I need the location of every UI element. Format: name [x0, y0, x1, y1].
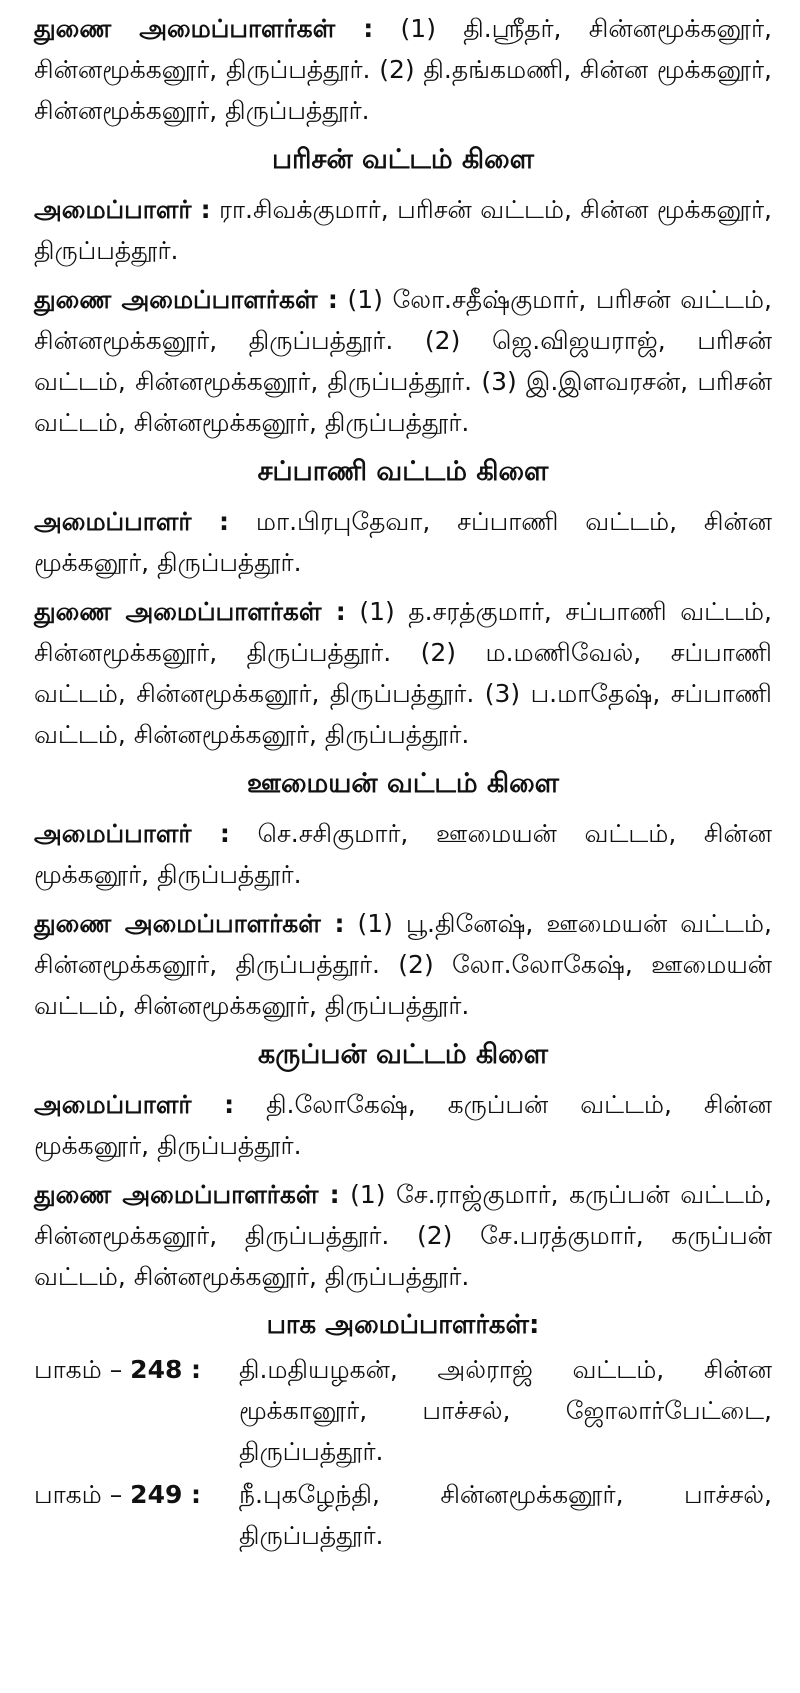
organizer-label: அமைப்பாளர் :	[34, 1090, 235, 1119]
booth-organizer-details: நீ.புகழேந்தி, சின்னமூக்கனூர், பாச்சல், திருப்பத்தூர்.	[239, 1480, 772, 1550]
deputies-text: (1) தி.ஸ்ரீதர், சின்னமூக்கனூர், சின்னமூக்கனூர், திருப்பத்தூர். (2) தி.தங்கமணி, சின்ன மூக்கனூர், சின்னமூக்கனூர், திருப்பத்தூர்.	[34, 14, 772, 125]
deputies-text: (1) பூ.தினேஷ், ஊமையன் வட்டம், சின்னமூக்கனூர், திருப்பத்தூர். (2) லோ.லோகேஷ், ஊமையன் வட்டம், சின்னமூக்கனூர், திருப்பத்தூர்.	[34, 909, 772, 1020]
booth-number	[34, 1349, 239, 1472]
deputies-paragraph	[34, 591, 772, 755]
organizer-label: அமைப்பாளர் :	[34, 819, 230, 848]
booth-number	[34, 1474, 239, 1556]
section-heading: பரிசன் வட்டம் கிளை	[271, 144, 535, 175]
organizer-paragraph	[34, 501, 772, 583]
section-heading: சப்பாணி வட்டம் கிளை	[257, 456, 549, 487]
booth-organizer-details: தி.மதியழகன், அல்ராஜ் வட்டம், சின்ன மூக்கானூர், பாச்சல், ஜோலார்பேட்டை, திருப்பத்தூர்.	[239, 1355, 772, 1466]
organizer-text: ரா.சிவக்குமார், பரிசன் வட்டம், சின்ன மூக்கனூர், திருப்பத்தூர்.	[34, 195, 772, 265]
deputies-label: துணை அமைப்பாளர்கள் :	[34, 597, 346, 626]
deputies-text: (1) த.சரத்குமார், சப்பாணி வட்டம், சின்னமூக்கனூர், திருப்பத்தூர். (2) ம.மணிவேல், சப்பாணி வட்டம், சின்னமூக்கனூர், திருப்பத்தூர். (3) ப.மாதேஷ், சப்பாணி வட்டம், சின்னமூக்கனூர், திருப்பத்தூர்.	[34, 597, 772, 749]
deputies-paragraph	[34, 1174, 772, 1297]
section-heading: ஊமையன் வட்டம் கிளை	[247, 768, 559, 799]
organizer-text: மா.பிரபுதேவா, சப்பாணி வட்டம், சின்ன மூக்கனூர், திருப்பத்தூர்.	[34, 507, 772, 577]
booth-organizers-heading: பாக அமைப்பாளர்கள்:	[266, 1310, 540, 1340]
organizer-paragraph	[34, 189, 772, 271]
booth-prefix: பாகம் –	[34, 1355, 131, 1384]
organizer-paragraph	[34, 813, 772, 895]
deputies-label: துணை அமைப்பாளர்கள் :	[34, 909, 345, 938]
intro-deputies-paragraph	[34, 8, 772, 131]
deputies-paragraph	[34, 279, 772, 443]
organizer-text: செ.சசிகுமார், ஊமையன் வட்டம், சின்ன மூக்கனூர், திருப்பத்தூர்.	[34, 819, 772, 889]
deputies-text: (1) சே.ராஜ்குமார், கருப்பன் வட்டம், சின்னமூக்கனூர், திருப்பத்தூர். (2) சே.பரத்குமார், கருப்பன் வட்டம், சின்னமூக்கனூர், திருப்பத்தூர்.	[34, 1180, 772, 1291]
organizer-text: தி.லோகேஷ், கருப்பன் வட்டம், சின்ன மூக்கனூர், திருப்பத்தூர்.	[34, 1090, 772, 1160]
booth-number-value: 248 :	[130, 1355, 202, 1384]
deputies-label: துணை அமைப்பாளர்கள் :	[34, 285, 338, 314]
deputies-text: (1) லோ.சதீஷ்குமார், பரிசன் வட்டம், சின்னமூக்கனூர், திருப்பத்தூர். (2) ஜெ.விஜயராஜ், பரிசன் வட்டம், சின்னமூக்கனூர், திருப்பத்தூர். (3) இ.இளவரசன், பரிசன் வட்டம், சின்னமூக்கனூர், திருப்பத்தூர்.	[34, 285, 772, 437]
booth-row	[34, 1349, 772, 1472]
organizer-label: அமைப்பாளர் :	[34, 507, 230, 536]
booth-number-value: 249 :	[130, 1480, 202, 1509]
deputies-label: துணை அமைப்பாளர்கள் :	[34, 14, 374, 43]
section-heading: கருப்பன் வட்டம் கிளை	[257, 1039, 549, 1070]
booth-row	[34, 1474, 772, 1556]
deputies-paragraph	[34, 903, 772, 1026]
booth-prefix: பாகம் –	[34, 1480, 131, 1509]
deputies-label: துணை அமைப்பாளர்கள் :	[34, 1180, 340, 1209]
organizer-label: அமைப்பாளர் :	[34, 195, 211, 224]
organizer-paragraph	[34, 1084, 772, 1166]
